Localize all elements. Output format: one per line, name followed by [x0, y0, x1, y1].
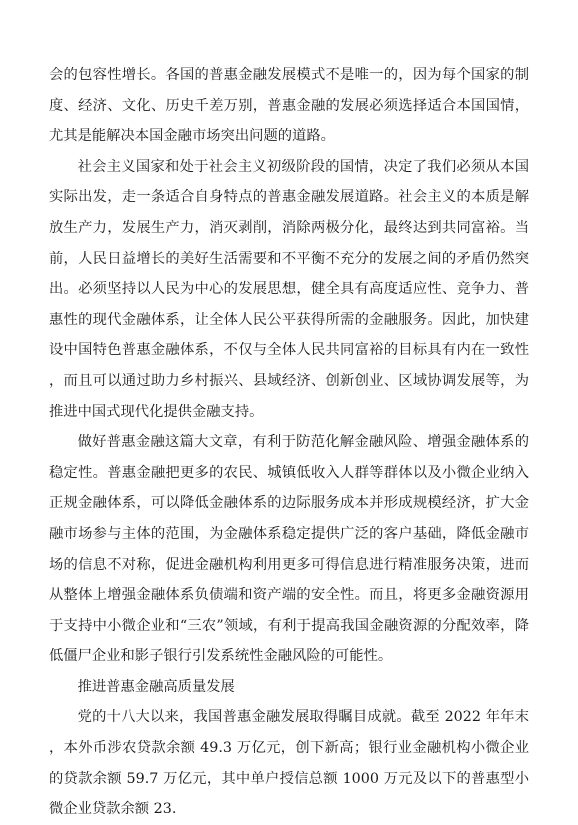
paragraph-2: 社会主义国家和处于社会主义初级阶段的国情，决定了我们必须从本国实际出发，走一条适合自身特点的普惠金融发展道路。社会主义的本质是解放生产力，发展生产力，消灭剥削，消除两极分化，最终达到共同富裕。当前，人民日益增长的美好生活需要和不平衡不充分的发展之间的矛盾仍然突出。必须坚持以人民为中心的发展思想，健全具有高度适应性、竞争力、普惠性的现代金融体系，让全体人民公平获得所需的金融服务。因此，加快建设中国特色普惠金融体系，不仅与全体人民共同富裕的目标具有内在一致性，而且可以通过助力乡村振兴、县域经济、创新创业、区域协调发展等，为推进中国式现代化提供金融支持。: [49, 158, 529, 420]
section-heading: 推进普惠金融高质量发展: [77, 678, 235, 695]
paragraph-1: 会的包容性增长。各国的普惠金融发展模式不是唯一的，因为每个国家的制度、经济、文化、历史千差万别，普惠金融的发展必须选择适合本国国情，尤其是能解决本国金融市场突出问题的道路。: [49, 67, 529, 145]
paragraph-3: 做好普惠金融这篇大文章，有利于防范化解金融风险、增强金融体系的稳定性。普惠金融把更多的农民、城镇低收入人群等群体以及小微企业纳入正规金融体系，可以降低金融体系的边际服务成本并形成规模经济，扩大金融市场参与主体的范围，为金融体系稳定提供广泛的客户基础，降低金融市场的信息不对称，促进金融机构利用更多可得信息进行精准服务决策，进而从整体上增强金融体系负债端和资产端的安全性。而且，将更多金融资源用于支持中小微企业和“三农”领域，有利于提高我国金融资源的分配效率，降低僵尸企业和影子银行引发系统性金融风险的可能性。: [49, 434, 529, 665]
paragraph-4: 党的十八大以来，我国普惠金融发展取得瞩目成就。截至 2022 年年末，本外币涉农贷款余额 49.3 万亿元，创下新高；银行业金融机构小微企业的贷款余额 59.7 万亿元，其中单户授信总额 1000 万元及以下的普惠型小微企业贷款余额 23.: [49, 709, 529, 818]
